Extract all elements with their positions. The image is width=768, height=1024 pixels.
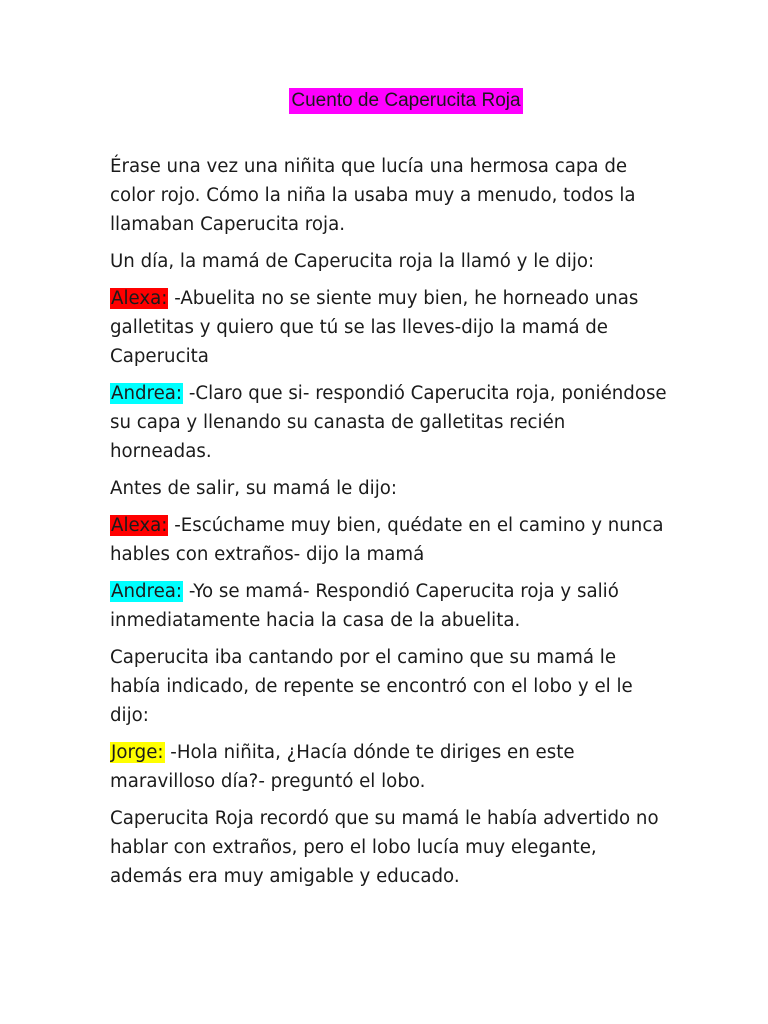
narration-paragraph [110, 643, 670, 730]
paragraph-text: Caperucita iba cantando por el camino que su mamá le había indicado, de repente se encontró con el lobo y el le dijo: [110, 647, 633, 726]
title-container [0, 88, 768, 114]
speaker-label: Andrea: [111, 581, 183, 602]
speaker-label: Alexa: [111, 288, 168, 309]
dialogue-paragraph [110, 577, 670, 635]
document-title: Cuento de Caperucita Roja [289, 88, 522, 114]
dialogue-paragraph [110, 379, 670, 466]
paragraph-text: Antes de salir, su mamá le dijo: [110, 478, 398, 499]
narration-paragraph [110, 804, 670, 891]
story-body [110, 152, 670, 899]
dialogue-paragraph [110, 511, 670, 569]
paragraph-text: Un día, la mamá de Caperucita roja la llamó y le dijo: [110, 251, 595, 272]
paragraph-text: -Abuelita no se siente muy bien, he horneado unas galletitas y quiero que tú se las lleves-dijo la mamá de Caperucita [110, 288, 639, 367]
speaker-label: Alexa: [111, 515, 168, 536]
paragraph-text: -Yo se mamá- Respondió Caperucita roja y salió inmediatamente hacia la casa de la abuelita. [110, 581, 619, 631]
paragraph-text: -Escúchame muy bien, quédate en el camino y nunca hables con extraños- dijo la mamá [110, 515, 664, 565]
narration-paragraph [110, 474, 670, 503]
dialogue-paragraph [110, 738, 670, 796]
paragraph-text: Érase una vez una niñita que lucía una hermosa capa de color rojo. Cómo la niña la usaba muy a menudo, todos la llamaban Caperucita roja. [110, 156, 636, 235]
speaker-label: Jorge: [111, 742, 164, 763]
narration-paragraph [110, 152, 670, 239]
paragraph-text: -Claro que si- respondió Caperucita roja, poniéndose su capa y llenando su canasta de galletitas recién horneadas. [110, 383, 667, 462]
dialogue-paragraph [110, 284, 670, 371]
speaker-label: Andrea: [111, 383, 183, 404]
paragraph-text: -Hola niñita, ¿Hacía dónde te diriges en este maravilloso día?- preguntó el lobo. [110, 742, 575, 792]
narration-paragraph [110, 247, 670, 276]
paragraph-text: Caperucita Roja recordó que su mamá le había advertido no hablar con extraños, pero el lobo lucía muy elegante, además era muy amigable y educado. [110, 808, 659, 887]
